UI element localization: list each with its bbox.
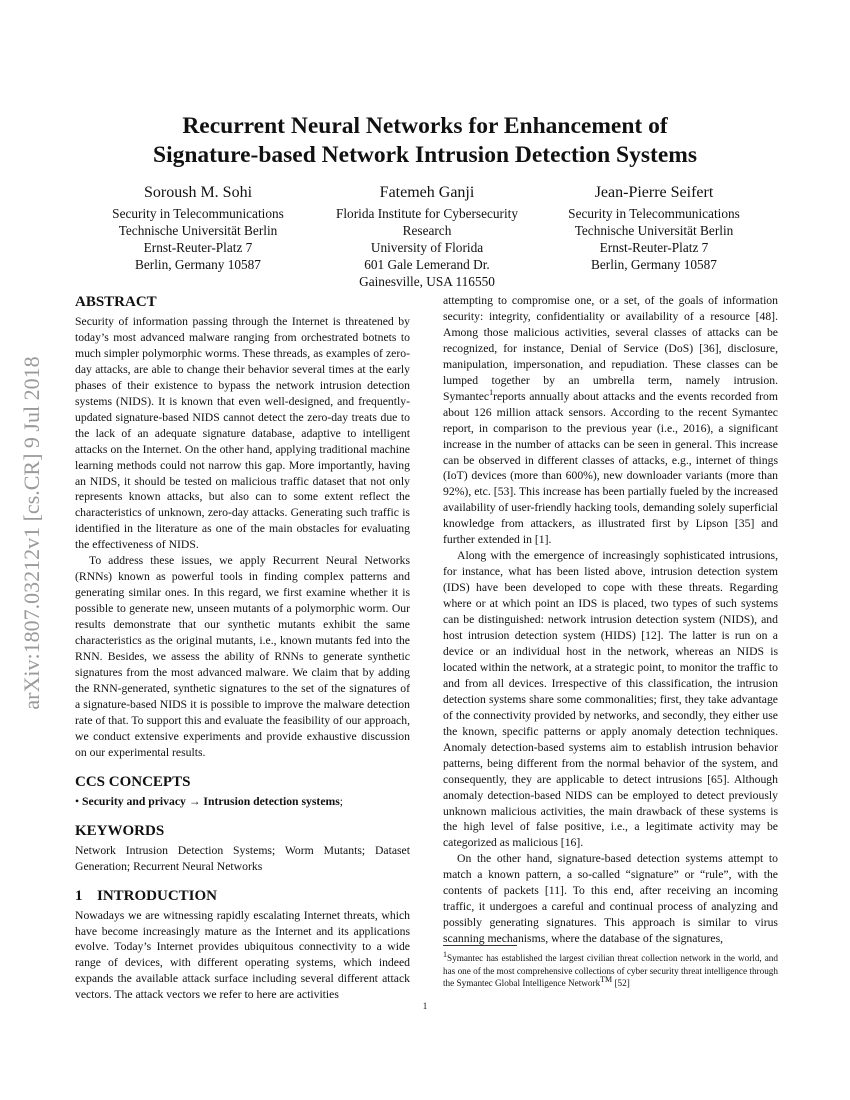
section-title: INTRODUCTION — [97, 887, 218, 904]
intro-paragraph — [443, 293, 778, 548]
bullet: • — [75, 794, 80, 808]
affiliation-line: Ernst-Reuter-Platz 7 — [143, 240, 253, 255]
affiliation-line: Security in Telecommunications — [568, 206, 740, 221]
abstract-paragraph: Security of information passing through the Internet is threatened by today’s most advanced malware ranging from orchestrated botnets to much simpler polymorphic worms. These threads, as examples of zero-day attacks, are able to change their behavior several times at the early phases of their existence to bypass the network intrusion detection systems (NIDS). It is known that even well-designed, and frequently-updated signature-based NIDS cannot detect the zero-day treats due to the lack of an adequate signature database, adaptive to intelligent attacks on the Internet. On the other hand, applying traditional machine learning methods could not narrow this gap. More importantly, having an NIDS, it should be tested on malicious traffic dataset that not only represents known attacks, but also can to some extent reflect the characteristics of unknown, zero-day attacks. Generating such traffic is identified in the literature as one of the main obstacles for evaluating the effectiveness of NIDS. — [75, 315, 410, 552]
paragraph-text: attempting to compromise one, or a set, of the goals of information security: integrity, confidentiality or availability of a resource [48]. Among those malicious activities, several classes of attacks can be recognized, for instance, Denial of Service (DoS) [36], disclosure, manipulation, impersonation, and repudiation. These classes can be lumped together by an umbrella term, namely intrusion. Symantec — [443, 294, 778, 403]
author-name: Fatemeh Ganji — [379, 184, 475, 201]
keywords-heading: KEYWORDS — [75, 822, 165, 839]
affiliation-line: Ernst-Reuter-Platz 7 — [599, 240, 709, 255]
author-block — [83, 182, 313, 273]
footnote-mark: 1 — [443, 949, 447, 959]
affiliation-line: Berlin, Germany 10587 — [591, 257, 717, 272]
intro-heading — [75, 887, 410, 906]
affiliation-line: Technische Universität Berlin — [574, 223, 734, 238]
author-block — [539, 182, 769, 273]
page-number: 1 — [422, 1001, 428, 1011]
paper-title — [60, 112, 790, 170]
section-number: 1 — [75, 887, 83, 904]
arxiv-sidebar-stamp: arXiv:1807.03212v1 [cs.CR] 9 Jul 2018 — [19, 356, 44, 710]
abstract-paragraph: To address these issues, we apply Recurrent Neural Networks (RNNs) known as powerful tools in finding complex patterns and generating similar ones. In this regard, we first examine whether it is possible to generate new, unseen mutants of a polymorphic worm. Our results demonstrate that our synthetic mutants exhibit the same characteristics as the original mutants, i.e., known mutants fed into the RNN. Besides, we assess the ability of RNNs to generate synthetic signatures from the most advanced malware. We claim that by adding the RNN-generated, synthetic signatures to the set of the signatures of a signature-based NIDS it is possible to improve the malware detection rate of that. To support this and evaluate the feasibility of our approach, we conduct extensive experiments and provide exhaustive discussion on our experimental results. — [75, 554, 410, 759]
author-name: Soroush M. Sohi — [143, 184, 253, 201]
affiliation-line: Florida Institute for Cybersecurity — [335, 206, 519, 221]
ccs-concepts — [75, 794, 410, 810]
abstract-heading: ABSTRACT — [75, 294, 157, 310]
title-line: Signature-based Network Intrusion Detection Systems — [153, 142, 697, 168]
author-block — [312, 182, 542, 290]
affiliation-line: University of Florida — [370, 240, 484, 255]
ccs-concept-text: Security and privacy → Intrusion detection systems — [82, 794, 340, 808]
right-column — [443, 293, 778, 947]
ccs-tail: ; — [339, 794, 344, 808]
affiliation-line: Research — [402, 223, 452, 238]
title-line: Recurrent Neural Networks for Enhancement of — [182, 113, 668, 139]
affiliation-line: 601 Gale Lemerand Dr. — [364, 257, 490, 272]
affiliation-line: Berlin, Germany 10587 — [135, 257, 261, 272]
ccs-heading: CCS CONCEPTS — [75, 773, 191, 790]
author-name: Jean-Pierre Seifert — [594, 184, 714, 201]
footnote-ref: [52] — [612, 978, 630, 989]
paragraph-text: reports annually about attacks and the events recorded from about 126 million attack sensors. According to the recent Symantec report, in comparison to the previous year (i.e., 2016), a significant increase in the number of attacks can be seen in general. This increase can be observed in different classes of attacks, e.g., internet of things (IoT) devices (more than 600%), new downloader variants (more than 92%), etc. [53]. This increase has been partially fueled by the increased availability of user-friendly hacking tools, demanding solely superficial knowledge from attackers, as illustrated first by Lipson [35] and further extended in [1]. — [443, 389, 778, 547]
intro-paragraph: Along with the emergence of increasingly sophisticated intrusions, for instance, what has been listed above, intrusion detection system (IDS) have been developed to cope with these threats. Regarding where or at which point an IDS is placed, two types of such systems can be distinguished: network intrusion detection system (NIDS), and host intrusion detection system (HIDS) [12]. The latter is run on a device or an individual host in the network, whereas an NIDS is located within the network, at a strategic point, to monitor the traffic to and from all devices. Irrespective of this classification, the intrusion detection systems share some commonalities; first, they take advantage of the connectivity provided by networks, and secondly, they either use the known, specific patterns or apply anomaly detection techniques. Anomaly detection-based systems aim to establish intrusion behavior patterns, being different from the normal behavior of the system, and consequently, they are applicable to detect intrusions [65]. Although anomaly detection-based NIDS can be employed to detect previously unknown malicious activities, the main drawback of these systems is the high level of false positive, i.e., a legitimate activity may be categorized as malicious [16]. — [443, 549, 778, 850]
affiliation-line: Technische Universität Berlin — [118, 223, 278, 238]
intro-paragraph: On the other hand, signature-based detection systems attempt to match a known pattern, a so-called “signature” or “rule”, with the contents of packets [11]. To this end, after receiving an incoming traffic, it undergoes a careful and continual process of analyzing and possibly generating signatures. This approach is similar to virus scanning mechanisms, where the database of the signatures, — [443, 852, 778, 946]
trademark: TM — [600, 975, 613, 985]
footnote — [443, 949, 778, 990]
footnote-mark: 1 — [489, 387, 494, 397]
intro-paragraph: Nowadays we are witnessing rapidly escalating Internet threats, which have become increasingly mature as the Internet and its applications evolve. Today’s Internet provides ubiquitous connectivity to a wide range of devices, with different operating systems, which indeed expands the available attack surface including several different attack vectors. The attack vectors we refer to here are activities — [75, 908, 410, 1002]
affiliation-line: Security in Telecommunications — [112, 206, 284, 221]
footnote-rule — [443, 945, 517, 946]
affiliation-line: Gainesville, USA 116550 — [359, 274, 495, 289]
footnote-text: Symantec has established the largest civilian threat collection network in the world, and has one of the most comprehensive collections of cyber security threat intelligence through the Symantec Global Intelligence Network — [443, 953, 778, 989]
keywords-text: Network Intrusion Detection Systems; Worm Mutants; Dataset Generation; Recurrent Neural Networks — [75, 843, 410, 873]
left-column — [75, 293, 410, 1003]
